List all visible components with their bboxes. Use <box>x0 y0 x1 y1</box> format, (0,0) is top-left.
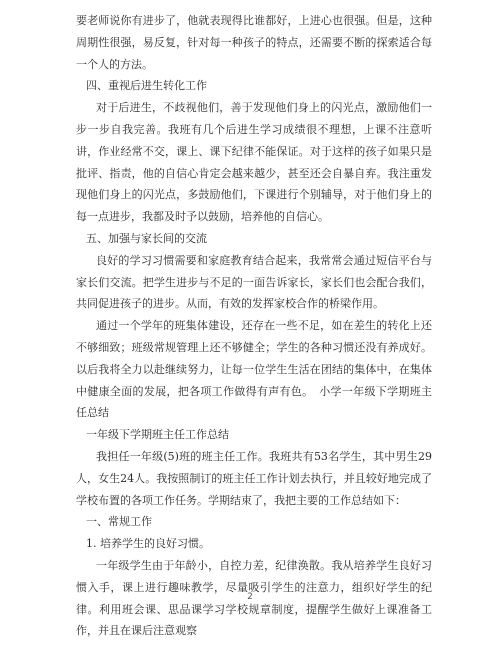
document-body <box>76 10 432 642</box>
section-heading-4: 四、重视后进生转化工作 <box>86 79 207 93</box>
page-number: 2 <box>247 592 253 602</box>
section-heading-1: 一、常规工作 <box>86 515 152 529</box>
subsection-heading-1: 1. 培养学生的良好习惯。 <box>86 537 210 551</box>
paragraph-intro-continuation: 要老师说你有进步了，他就表现得比谁都好，上进心也很强。但是，这种周期性很强，易反复，针对每一种孩子的特点，还需要不断的探索适合每一个人的方法。 <box>76 14 432 71</box>
section-heading-5: 五、加强与家长间的交流 <box>86 231 207 245</box>
paragraph-underachievers: 对于后进生，不歧视他们，善于发现他们身上的闪光点，激励他们一步一步自我完善。我班有几个后进生学习成绩很不理想，上课不注意听讲，作业经常不交，课上、课下纪律不能保证。对于这样的孩子如果只是批评、指责，他的自信心肯定会越来越少，甚至还会自暴自弃。我注重发现他们身上的闪光点，多鼓励他们，下课进行个别辅导，对于他们身上的每一点进步，我都及时予以鼓励，培养他的自信心。 <box>76 101 432 224</box>
document-title: 一年级下学期班主任工作总结 <box>86 428 229 442</box>
paragraph-parent-communication: 良好的学习习惯需要和家庭教育结合起来，我常常会通过短信平台与家长们交流。把学生进步与不足的一面告诉家长，家长们也会配合我们，共同促进孩子的进步。从而，有效的发挥家校合作的桥梁作用。 <box>76 253 432 311</box>
paragraph-class-info: 我担任一年级(5)班的班主任工作。我班共有53名学生，其中男生29人，女生24人。我按照制订的班主任工作计划去执行，并且较好地完成了学校布置的各项工作任务。学期结束了，我把主要的工作总结如下： <box>76 449 432 507</box>
paragraph-year-summary: 通过一个学年的班集体建设，还存在一些不足，如在差生的转化上还不够细致；班级常规管理上还不够健全；学生的各种习惯还没有养成好。以后我将全力以赴继续努力，让每一位学生生活在团结的集体中，在集体中健康全面的发展，把各项工作做得有声有色。 小学一年级下学期班主任总结 <box>76 319 432 420</box>
paragraph-habits: 一年级学生由于年龄小，自控力差，纪律涣散。我从培养学生良好习惯入手，课上进行趣味教学，尽量吸引学生的注意力，组织好学生的纪律。利用班会课、思品课学习学校规章制度，提醒学生做好上课准备工作，并且在课后注意观察 <box>76 558 432 638</box>
